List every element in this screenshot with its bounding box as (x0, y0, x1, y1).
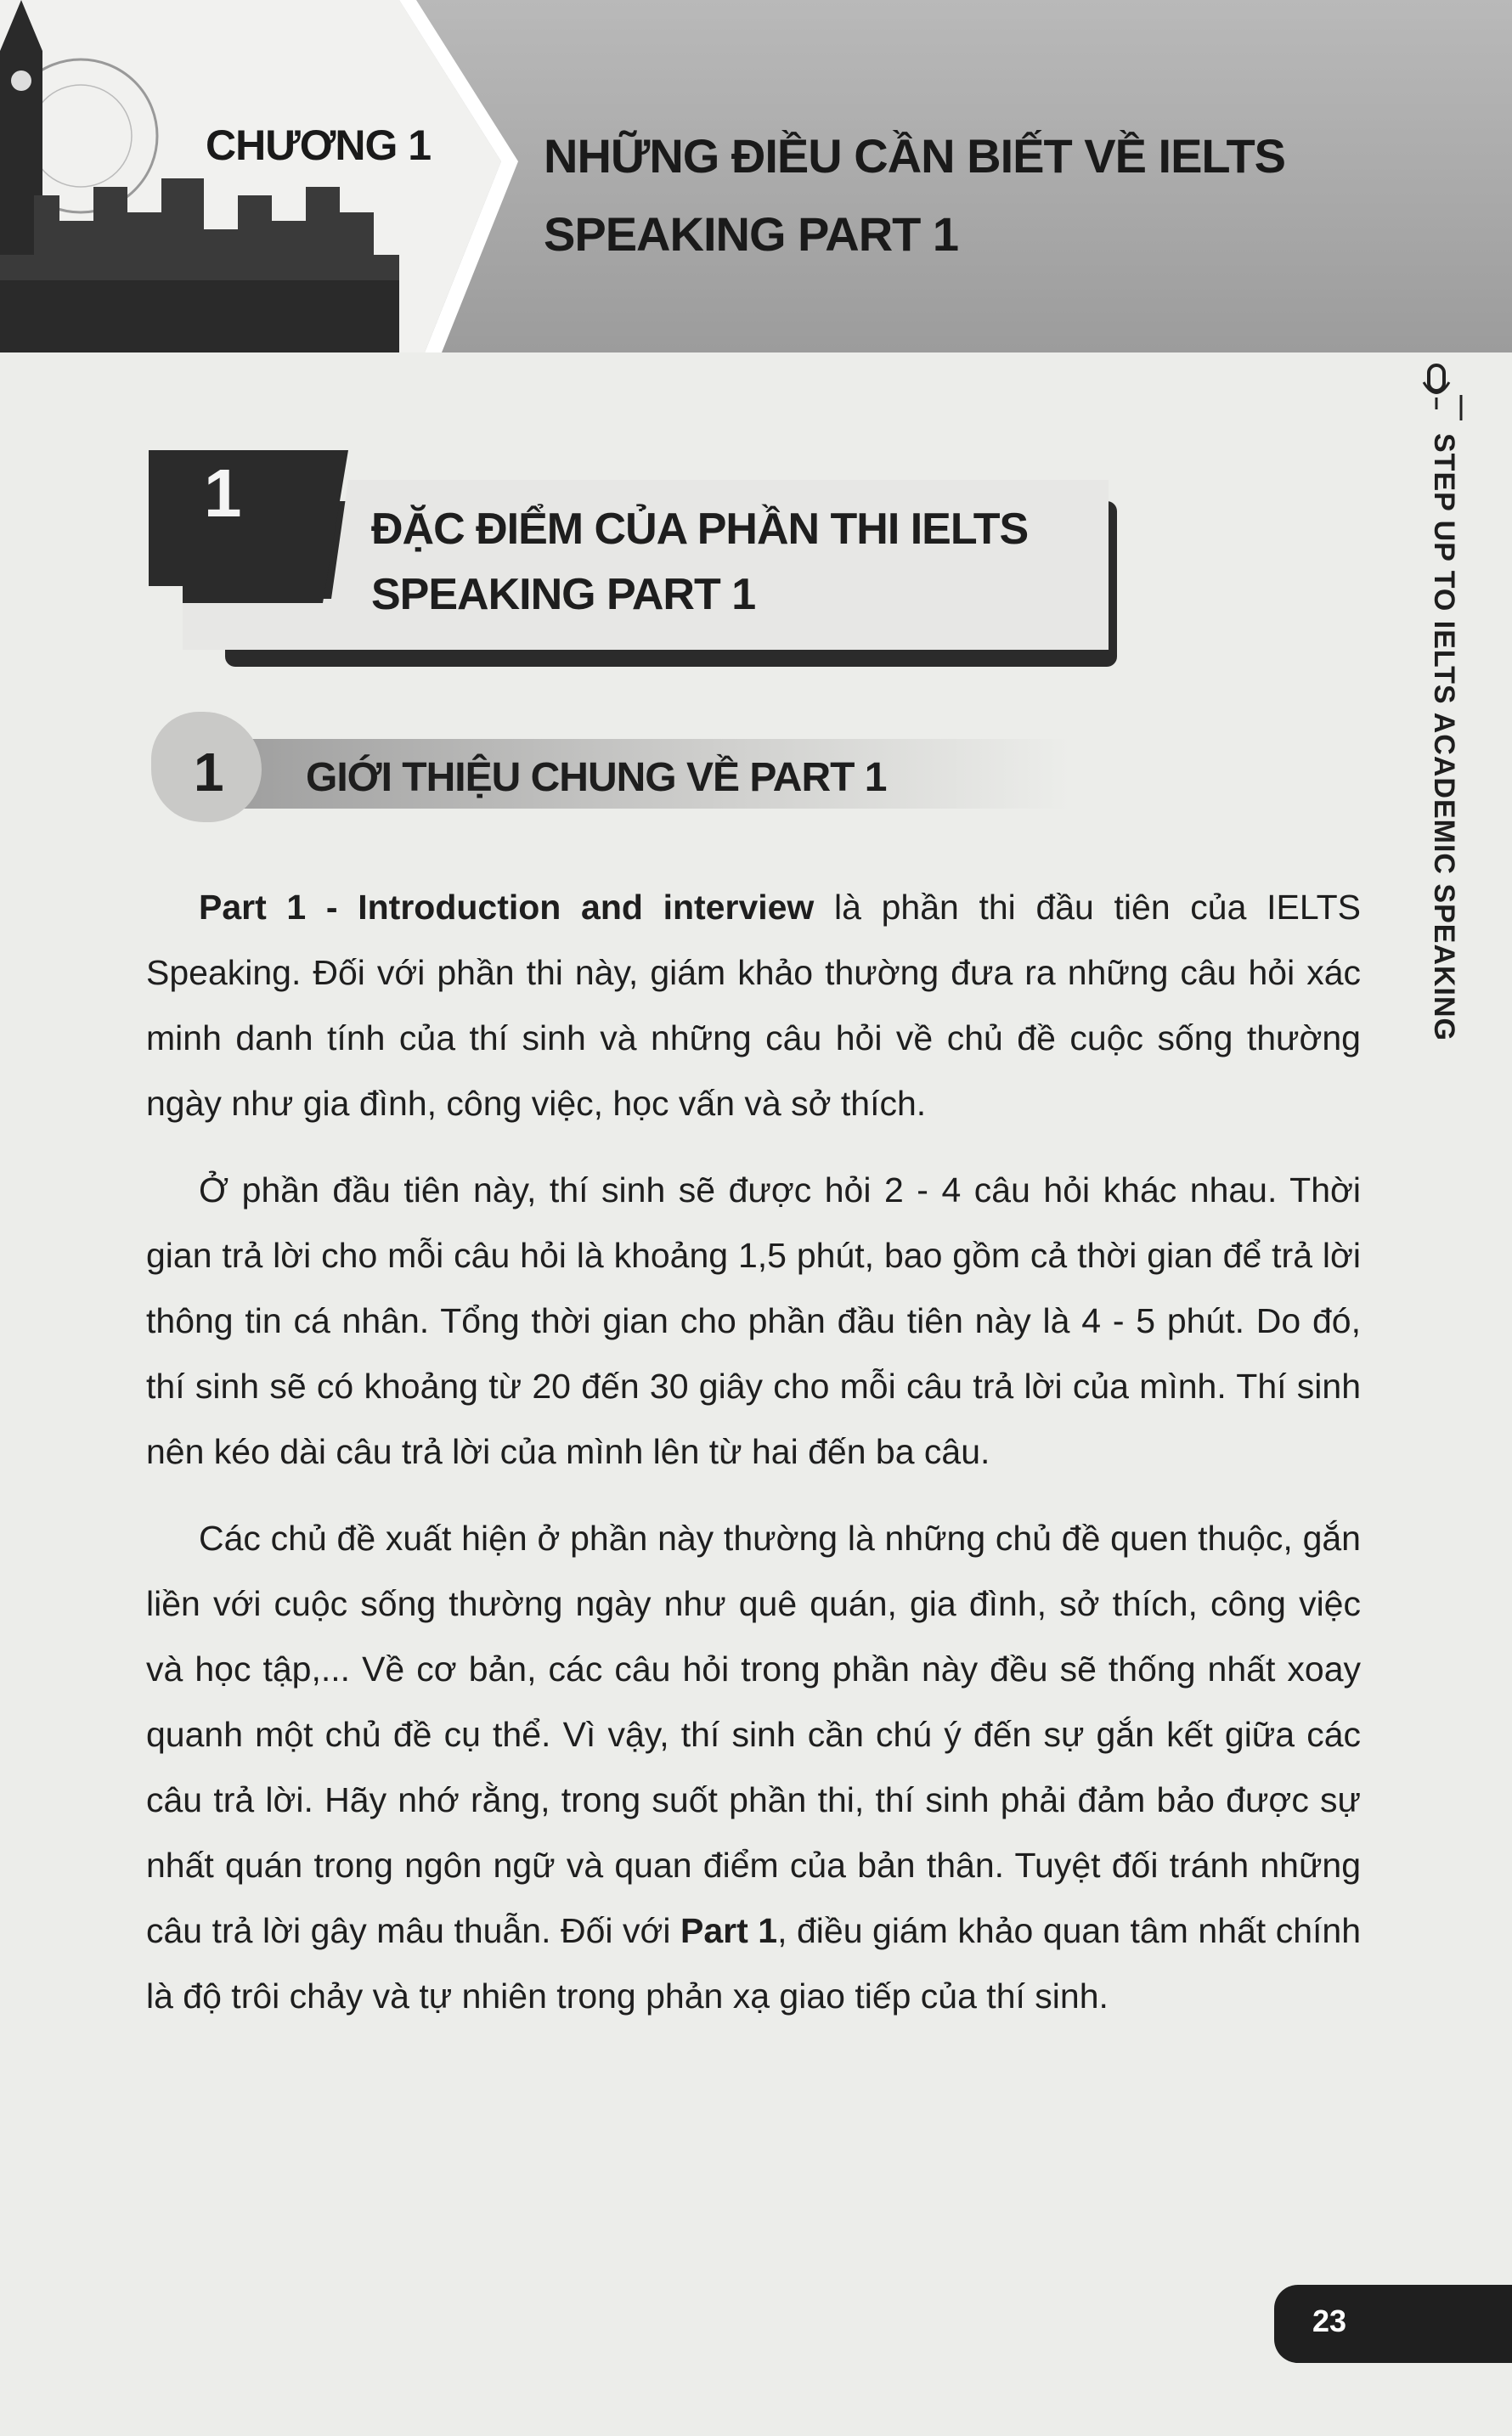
term-part1: Part 1 - Introduction and interview (199, 888, 815, 927)
paragraph-3-bold: Part 1 (680, 1911, 778, 1950)
page-number-tab (1274, 2285, 1512, 2363)
chapter-title-line1: NHỮNG ĐIỀU CẦN BIẾT VỀ IELTS (544, 129, 1286, 183)
section-title-line1: ĐẶC ĐIỂM CỦA PHẦN THI IELTS (371, 505, 1029, 554)
chapter-label: CHƯƠNG 1 (206, 121, 432, 169)
chapter-title-line2: SPEAKING PART 1 (544, 207, 959, 261)
paragraph-2: Ở phần đầu tiên này, thí sinh sẽ được hỏi 2 - 4 câu hỏi khác nhau. Thời gian trả lời cho mỗi câu hỏi là khoảng 1,5 phút, bao gồm cả thời gian để trả lời thông tin cá nhân. Tổng thời gian cho phần đầu tiên này là 4 - 5 phút. Do đó, thí sinh sẽ có khoảng từ 20 đến 30 giây cho mỗi câu trả lời của mình. Thí sinh nên kéo dài câu trả lời của mình lên từ hai đến ba câu. (146, 1170, 1361, 1471)
subsection-number: 1 (194, 742, 224, 803)
paragraph-1-text: là phần thi đầu tiên của IELTS Speaking. Đối với phần thi này, giám khảo thường đưa ra những câu hỏi xác minh danh tính của thí sinh và những câu hỏi về chủ đề cuộc sống thường ngày như gia đình, công việc, học vấn và sở thích. (146, 888, 1361, 1123)
section-title-line2: SPEAKING PART 1 (371, 570, 756, 619)
paragraph-1 (146, 875, 1361, 1136)
subsection-title: GIỚI THIỆU CHUNG VỀ PART 1 (306, 755, 887, 800)
paragraph-3-text-b: , điều giám khảo quan tâm nhất chính là độ trôi chảy và tự nhiên trong phản xạ giao tiếp của thí sinh. (146, 1911, 1361, 2016)
london-skyline-illustration (0, 0, 501, 352)
book-title-vertical: STEP UP TO IELTS ACADEMIC SPEAKING (1428, 433, 1460, 1041)
body-text (146, 875, 1361, 2050)
chapter-title (544, 117, 1285, 273)
skyline-panel (0, 0, 501, 352)
microphone-icon (1420, 357, 1471, 425)
section-title (371, 497, 1028, 628)
section-number: 1 (204, 455, 242, 531)
paragraph-3-text-a: Các chủ đề xuất hiện ở phần này thường là những chủ đề quen thuộc, gắn liền với cuộc sống thường ngày như quê quán, gia đình, sở thích, công việc và học tập,... Về cơ bản, các câu hỏi trong phần này đều sẽ thống nhất xoay quanh một chủ đề cụ thể. Vì vậy, thí sinh cần chú ý đến sự gắn kết giữa các câu trả lời. Hãy nhớ rằng, trong suốt phần thi, thí sinh phải đảm bảo được sự nhất quán trong ngôn ngữ và quan điểm của bản thân. Tuyệt đối tránh những câu trả lời gây mâu thuẫn. Đối với (146, 1519, 1361, 1950)
page-number: 23 (1312, 2303, 1347, 2338)
paragraph-3 (146, 1506, 1361, 2029)
section-number-block (149, 450, 348, 603)
